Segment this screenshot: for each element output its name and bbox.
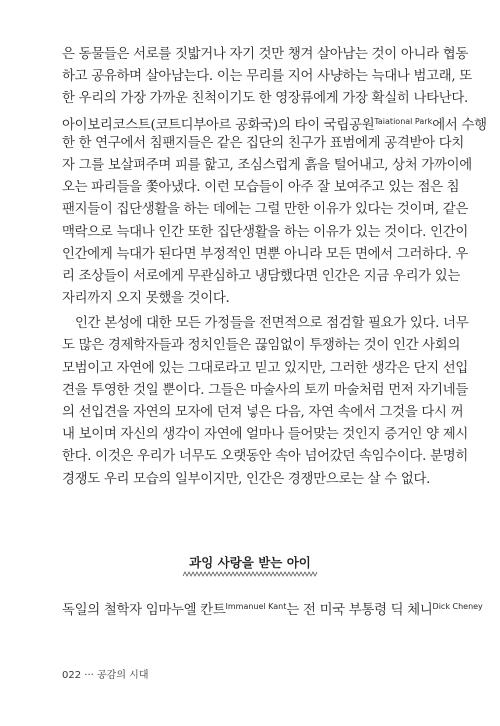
body-line: 팬지들이 집단생활을 하는 데에는 그럴 만한 이유가 있다는 것이며, 같은 [62, 202, 468, 218]
body-line: 한다. 이것은 우리가 너무도 오랫동안 속아 넘어갔던 속임수이다. 분명히 [62, 449, 468, 465]
body-line: 인간에게 늑대가 된다면 부정적인 면뿐 아니라 모든 면에서 그러하다. 우 [62, 246, 468, 262]
body-line: 도 많은 경제학자들과 정치인들은 끊임없이 투쟁하는 것이 인간 사회의 [62, 338, 461, 354]
footnote-superscript: Immanuel Kant [225, 602, 287, 611]
body-line: 경쟁도 우리 모습의 일부이지만, 인간은 경쟁만으로는 살 수 없다. [62, 471, 431, 487]
body-line: 맥락으로 늑대나 인간 또한 집단생활을 하는 이유가 있는 것이다. 인간이 [62, 224, 468, 240]
body-line: 자 그를 보살펴주며 피를 핥고, 조심스럽게 흙을 털어내고, 상처 가까이에 [62, 157, 472, 173]
body-line: 오는 파리들을 쫓아냈다. 이런 모습들이 아주 잘 보여주고 있는 점은 침 [62, 180, 460, 196]
body-line [62, 111, 487, 133]
body-line: 견을 투영한 것일 뿐이다. 그들은 마술사의 토끼 마술처럼 먼저 자기네들 [62, 382, 468, 398]
body-text [62, 44, 487, 491]
body-line: 리 조상들이 서로에게 무관심하고 냉담했다면 인간은 지금 우리가 있는 [62, 268, 461, 284]
zigzag-ornament [183, 571, 317, 577]
body-line: 한 우리의 가장 가까운 친척이기도 한 영장류에게 가장 확실히 나타난다. [62, 91, 468, 107]
body-line-text: 에서 수행 [432, 117, 487, 133]
page-footer [62, 666, 149, 681]
body-line: 의 선입견을 자연의 모자에 던져 넣은 다음, 자연 속에서 그것을 다시 꺼 [62, 405, 464, 420]
footnote-superscript: Taiational Park [374, 116, 433, 126]
body-line: 하고 공유하며 살아남는다. 이는 무리를 지어 사냥하는 늑대나 범고래, 또 [62, 69, 472, 85]
body-line-text: 는 전 미국 부통령 딕 체니 [286, 603, 433, 618]
paragraph-first-line: 인간 본성에 대한 모든 가정들을 전면적으로 점검할 필요가 있다. 너무 [75, 316, 469, 332]
running-title: 공감의 시대 [97, 670, 149, 681]
body-line: 자리까지 오지 못했을 것이다. [62, 291, 230, 307]
section-heading: 과잉 사랑을 받는 아이 [189, 555, 311, 570]
body-line: 한 한 연구에서 침팬지들은 같은 집단의 친구가 표범에게 공격받아 다치 [62, 135, 465, 151]
body-line [62, 596, 483, 618]
body-line-text: 아이보리코스트(코트디부아르 공화국)의 타이 국립공원 [62, 117, 375, 133]
body-line: 모범이고 자연에 있는 그대로라고 믿고 있지만, 그러한 생각은 단지 선입 [62, 360, 468, 376]
body-line: 은 동물들은 서로를 짓밟거나 자기 것만 챙겨 살아남는 것이 아니라 협동 [62, 47, 468, 62]
footer-separator: ··· [84, 670, 94, 681]
page-number: 022 [62, 670, 82, 681]
footnote-superscript: Dick Cheney [432, 602, 483, 611]
body-line-text: 독일의 철학자 임마누엘 칸트 [62, 603, 226, 618]
body-line: 내 보이며 자신의 생각이 자연에 얼마나 들어맞는 것인지 증거인 양 제시 [62, 427, 468, 443]
section-body [62, 596, 483, 618]
